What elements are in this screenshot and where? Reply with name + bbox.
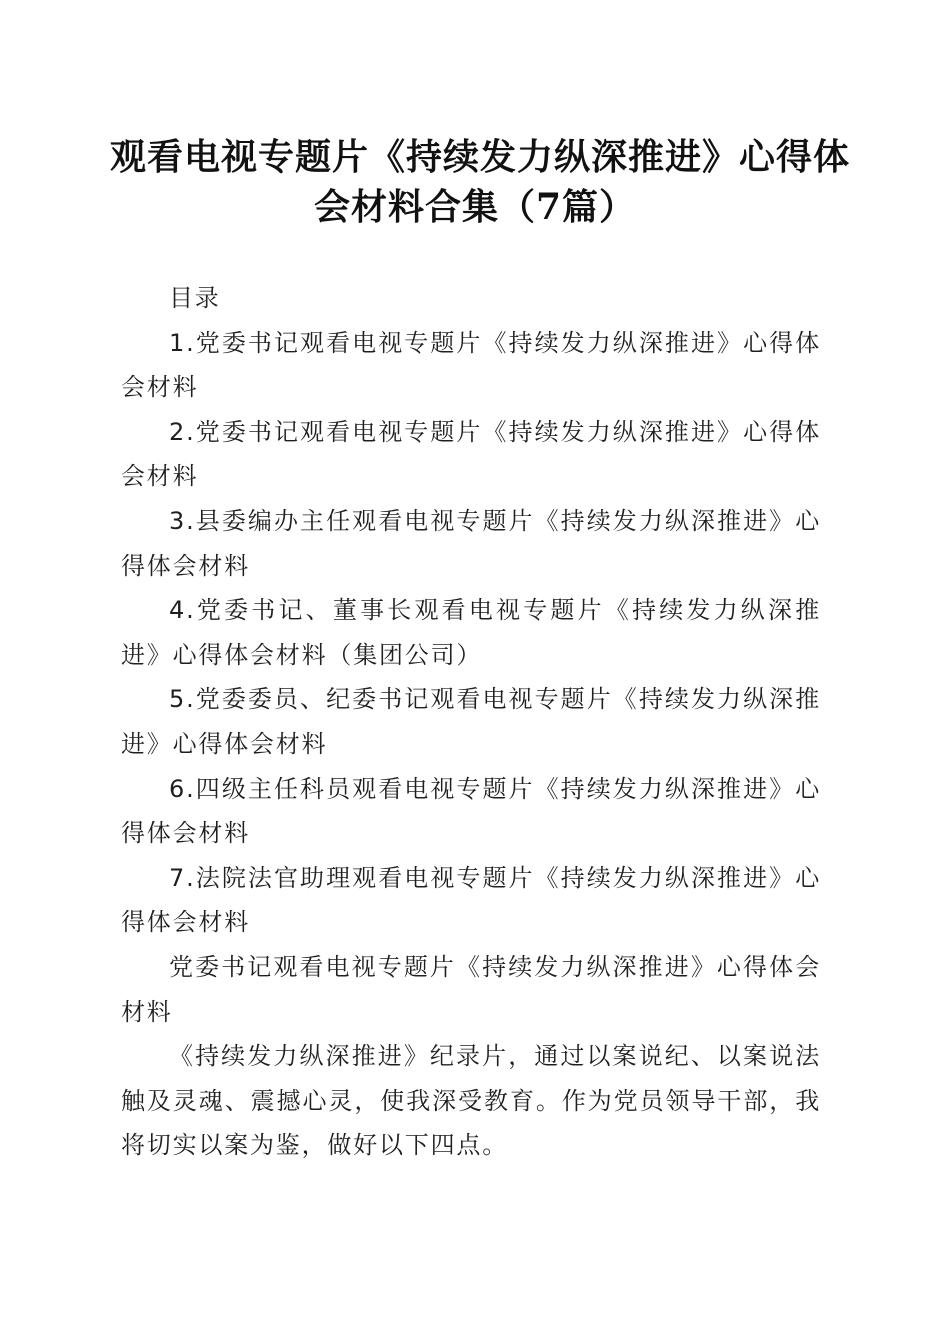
section-heading: 党委书记观看电视专题片《持续发力纵深推进》心得体会材料 <box>121 952 821 1026</box>
table-of-contents <box>121 321 821 945</box>
toc-item: 2.党委书记观看电视专题片《持续发力纵深推进》心得体会材料 <box>121 417 821 491</box>
document-title-line-2: 会材料合集（7篇） <box>313 186 637 228</box>
toc-item: 4.党委书记、董事长观看电视专题片《持续发力纵深推进》心得体会材料（集团公司） <box>121 596 821 669</box>
toc-heading: 目录 <box>169 284 221 312</box>
toc-item: 3.县委编办主任观看电视专题片《持续发力纵深推进》心得体会材料 <box>121 506 821 580</box>
document-title-line-1: 观看电视专题片《持续发力纵深推进》心得体 <box>110 136 851 178</box>
toc-item: 6.四级主任科员观看电视专题片《持续发力纵深推进》心得体会材料 <box>121 774 821 848</box>
toc-item: 5.党委委员、纪委书记观看电视专题片《持续发力纵深推进》心得体会材料 <box>121 685 821 758</box>
toc-item: 7.法院法官助理观看电视专题片《持续发力纵深推进》心得体会材料 <box>121 863 821 937</box>
toc-item: 1.党委书记观看电视专题片《持续发力纵深推进》心得体会材料 <box>121 328 821 402</box>
document-title <box>110 132 851 232</box>
body-paragraph: 《持续发力纵深推进》纪录片，通过以案说纪、以案说法触及灵魂、震撼心灵，使我深受教育。作为党员领导干部，我将切实以案为鉴，做好以下四点。 <box>121 1042 821 1160</box>
document-body <box>121 276 821 1168</box>
